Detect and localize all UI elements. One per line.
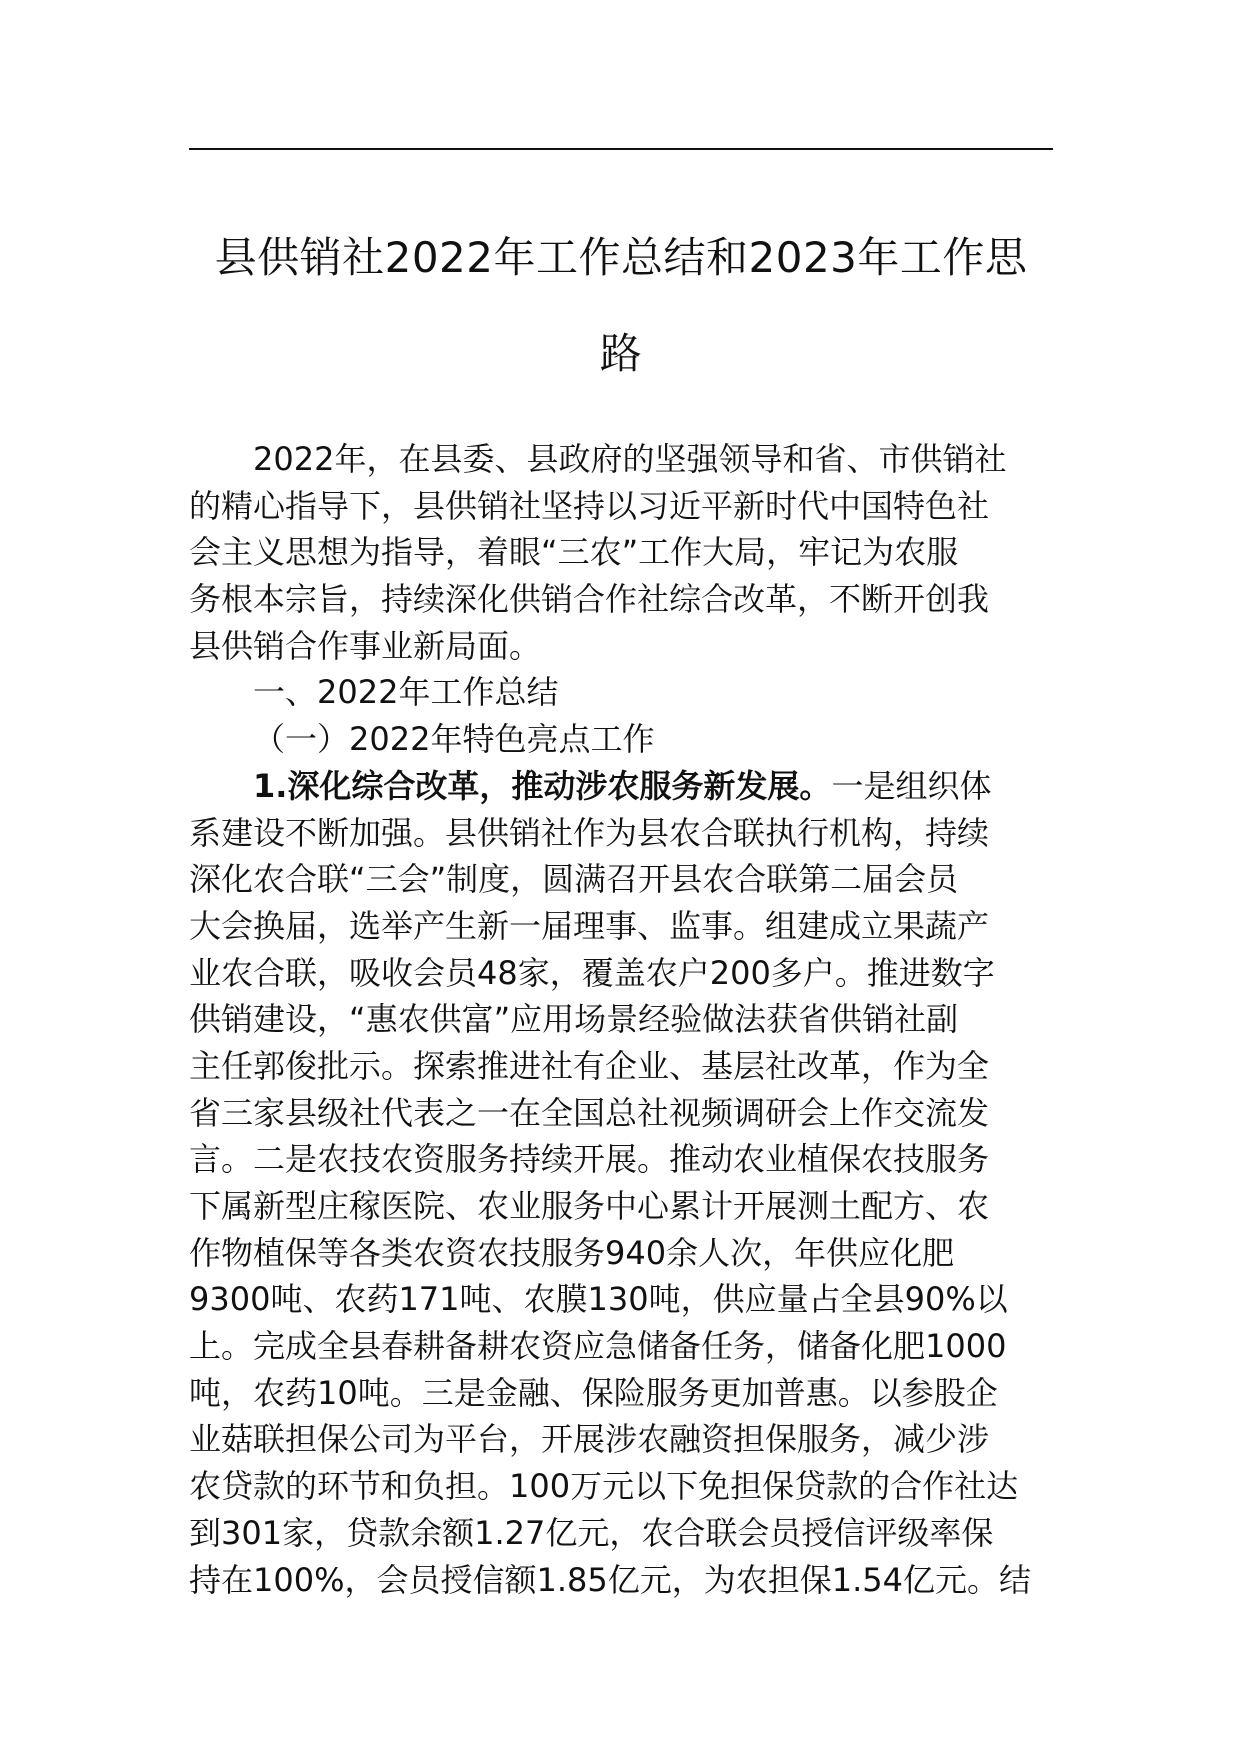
paragraph-line bbox=[189, 1136, 1053, 1183]
paragraph-line bbox=[189, 1276, 1053, 1323]
paragraph-line bbox=[189, 669, 1053, 716]
line-text: 系建设不断加强。县供销社作为县农合联执行机构，持续 bbox=[189, 813, 990, 852]
line-text: 业菇联担保公司为平台，开展涉农融资担保服务，减少涉 bbox=[189, 1420, 990, 1459]
line-text: 会主义思想为指导，着眼“三农”工作大局，牢记为农服 bbox=[189, 533, 959, 572]
line-text: 9300吨、农药171吨、农膜130吨，供应量占全县90%以 bbox=[189, 1280, 1008, 1319]
paragraph-line bbox=[189, 996, 1053, 1043]
paragraph-line bbox=[189, 1510, 1053, 1557]
paragraph-line bbox=[189, 950, 1053, 997]
paragraph-line bbox=[189, 576, 1053, 623]
header-rule bbox=[189, 148, 1053, 150]
line-text: （一）2022年特色亮点工作 bbox=[253, 720, 655, 759]
paragraph-line bbox=[189, 810, 1053, 857]
line-text: 上。完成全县春耕备耕农资应急储备任务，储备化肥1000 bbox=[189, 1327, 1007, 1366]
paragraph-line bbox=[189, 1230, 1053, 1277]
line-text: 深化农合联“三会”制度，圆满召开县农合联第二届会员 bbox=[189, 860, 959, 899]
paragraph-line bbox=[189, 483, 1053, 530]
paragraph-line bbox=[189, 623, 1053, 670]
title-line: 路 bbox=[599, 329, 643, 378]
line-text: 大会换届，选举产生新一届理事、监事。组建成立果蔬产 bbox=[189, 906, 990, 945]
section-heading: 1.深化综合改革，推动涉农服务新发展。 bbox=[253, 766, 832, 805]
paragraph-line bbox=[189, 856, 1053, 903]
paragraph-line bbox=[189, 1463, 1053, 1510]
line-text: 省三家县级社代表之一在全国总社视频调研会上作交流发 bbox=[189, 1093, 990, 1132]
line-text: 下属新型庄稼医院、农业服务中心累计开展测土配方、农 bbox=[189, 1187, 990, 1225]
paragraph-line bbox=[189, 529, 1053, 576]
line-text: 言。二是农技农资服务持续开展。推动农业植保农技服务 bbox=[189, 1140, 990, 1179]
paragraph-line bbox=[189, 716, 1053, 763]
line-text: 供销建设，“惠农供富”应用场景经验做法获省供销社副 bbox=[189, 1000, 959, 1039]
title-line: 县供销社2022年工作总结和2023年工作思 bbox=[214, 233, 1028, 282]
line-text: 2022年，在县委、县政府的坚强领导和省、市供销社 bbox=[253, 440, 1007, 478]
paragraph-line bbox=[189, 763, 1053, 810]
document-title bbox=[189, 210, 1053, 402]
line-text: 一、2022年工作总结 bbox=[253, 673, 559, 712]
paragraph-line bbox=[189, 1557, 1053, 1604]
paragraph-line bbox=[189, 1090, 1053, 1137]
paragraph-line bbox=[189, 1416, 1053, 1463]
line-text: 吨，农药10吨。三是金融、保险服务更加普惠。以参股企 bbox=[189, 1373, 998, 1412]
paragraph-line bbox=[189, 1183, 1053, 1230]
line-text: 一是组织体 bbox=[831, 766, 992, 805]
paragraph-line bbox=[189, 1370, 1053, 1417]
line-text: 主任郭俊批示。探索推进社有企业、基层社改革，作为全 bbox=[189, 1046, 990, 1085]
line-text: 业农合联，吸收会员48家，覆盖农户200多户。推进数字 bbox=[189, 953, 995, 992]
document-body bbox=[189, 436, 1053, 1603]
paragraph-line bbox=[189, 1043, 1053, 1090]
line-text: 持在100%，会员授信额1.85亿元，为农担保1.54亿元。结 bbox=[189, 1560, 1031, 1599]
line-text: 作物植保等各类农资农技服务940余人次，年供应化肥 bbox=[189, 1233, 955, 1272]
line-text: 县供销合作事业新局面。 bbox=[189, 626, 542, 665]
paragraph-line bbox=[189, 436, 1053, 483]
paragraph-line bbox=[189, 1323, 1053, 1370]
line-text: 的精心指导下，县供销社坚持以习近平新时代中国特色社 bbox=[189, 486, 990, 525]
line-text: 农贷款的环节和负担。100万元以下免担保贷款的合作社达 bbox=[189, 1467, 1019, 1506]
line-text: 务根本宗旨，持续深化供销合作社综合改革，不断开创我 bbox=[189, 580, 990, 619]
paragraph-line bbox=[189, 903, 1053, 950]
line-text: 到301家，贷款余额1.27亿元，农合联会员授信评级率保 bbox=[189, 1513, 994, 1552]
